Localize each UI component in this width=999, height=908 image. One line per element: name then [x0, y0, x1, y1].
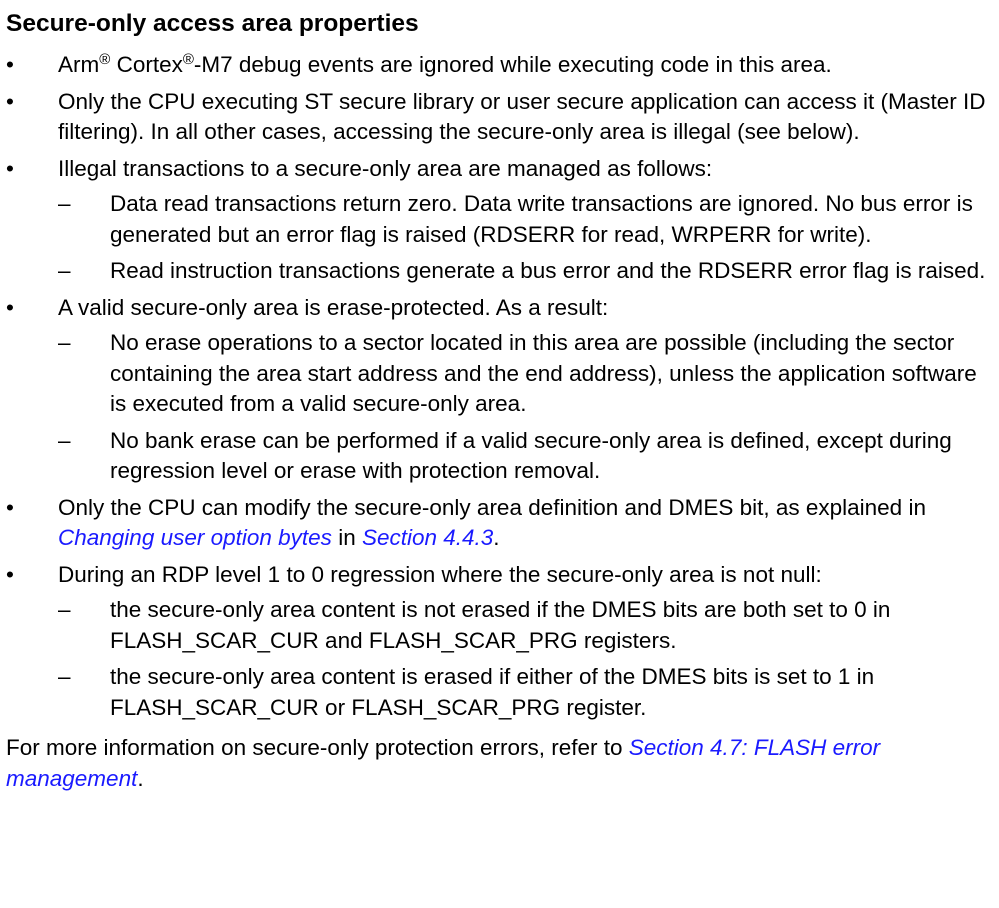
dash-marker: – [58, 258, 71, 283]
bullet-marker: • [6, 294, 14, 320]
bullet-marker: • [6, 88, 14, 114]
list-item [6, 293, 993, 487]
section-4-4-3-link[interactable]: Section 4.4.3 [361, 525, 494, 550]
sub-item-text: the secure-only area content is erased if either of the DMES bits is set to 1 in FLASH_SCAR_CUR or FLASH_SCAR_PRG register. [110, 664, 875, 720]
registered-mark: ® [182, 51, 194, 68]
sub-list-item [58, 256, 993, 287]
item-text: During an RDP level 1 to 0 regression where the secure-only area is not null: [58, 561, 822, 587]
item-text-end: . [493, 525, 500, 550]
item-text-b: Cortex [110, 52, 183, 77]
changing-user-option-bytes-link[interactable]: Changing user option bytes [58, 525, 332, 550]
list-item [6, 560, 993, 724]
sub-list-item [58, 426, 993, 487]
bullet-marker: • [6, 52, 14, 77]
item-text-c: -M7 debug events are ignored while executing code in this area. [193, 52, 832, 77]
sub-item-text: Data read transactions return zero. Data write transactions are ignored. No bus error is generated but an error flag is raised (RDSERR for read, WRPERR for write). [110, 191, 973, 247]
note-end: . [137, 765, 144, 791]
list-item [6, 154, 993, 287]
bullet-marker: • [6, 494, 14, 520]
item-text: Illegal transactions to a secure-only area are managed as follows: [58, 155, 713, 181]
item-text: Only the CPU can modify the secure-only area definition and DMES bit, as explained in [58, 494, 926, 520]
bullet-marker: • [6, 155, 14, 181]
sub-item-text: No erase operations to a sector located in this area are possible (including the sector containing the area start address and the end address), unless the application software is executed from a valid secure-only area. [110, 330, 977, 416]
sub-list [58, 595, 993, 723]
note-text: For more information on secure-only protection errors, refer to [6, 735, 629, 760]
bullet-marker: • [6, 561, 14, 587]
item-text: Only the CPU executing ST secure library or user secure application can access it (Master ID filtering). In all other cases, accessing the secure-only area is illegal (see below). [58, 88, 986, 144]
dash-marker: – [58, 330, 71, 355]
sub-list-item [58, 189, 993, 250]
closing-note [6, 733, 993, 794]
dash-marker: – [58, 427, 71, 453]
property-list [6, 50, 993, 723]
section-heading: Secure-only access area properties [6, 10, 419, 37]
section-4-7-link[interactable]: Section 4.7: FLASH error management [6, 735, 881, 791]
sub-list-item [58, 662, 993, 723]
dash-marker: – [58, 191, 71, 216]
item-text: A valid secure-only area is erase-protected. As a result: [58, 294, 609, 320]
sub-list-item [58, 328, 993, 420]
sub-list [58, 328, 993, 487]
item-text-a: Arm [58, 52, 100, 77]
sub-list-item [58, 595, 993, 656]
list-item [6, 50, 993, 81]
sub-item-text: Read instruction transactions generate a bus error and the RDSERR error flag is raised. [110, 258, 986, 283]
item-text-mid: in [331, 525, 362, 550]
sub-list [58, 189, 993, 287]
dash-marker: – [58, 597, 71, 622]
list-item [6, 493, 993, 554]
registered-mark: ® [99, 51, 111, 68]
dash-marker: – [58, 664, 71, 689]
sub-item-text: the secure-only area content is not erased if the DMES bits are both set to 0 in FLASH_SCAR_CUR and FLASH_SCAR_PRG registers. [110, 597, 891, 653]
list-item [6, 87, 993, 148]
sub-item-text: No bank erase can be performed if a valid secure-only area is defined, except during regression level or erase with protection removal. [110, 427, 952, 483]
